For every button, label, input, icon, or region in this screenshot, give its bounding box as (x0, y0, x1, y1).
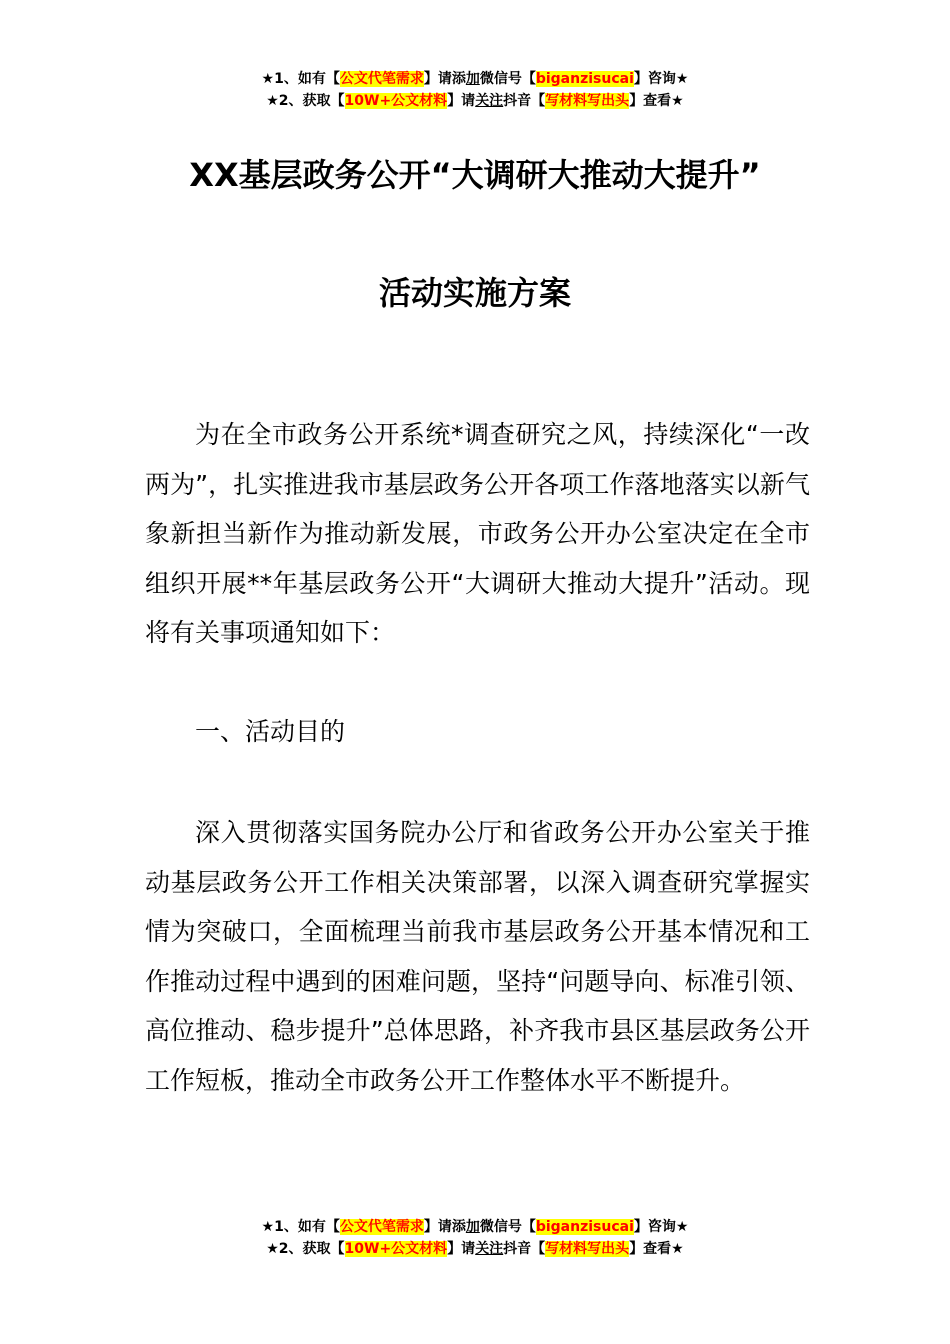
promo-text: 微信号【 (479, 1219, 536, 1235)
promo-highlight: 写材料写出头 (545, 1241, 630, 1257)
promo-highlight: 写材料写出头 (545, 93, 630, 109)
promo-text: 微信号【 (479, 71, 536, 87)
promo-text: 抖音【 (503, 93, 546, 109)
promo-text: 】请添 (423, 1219, 466, 1235)
promo-text: 】咨询★ (633, 1219, 689, 1235)
promo-emphasis: 加 (465, 1219, 480, 1235)
promo-text: ★2、获取【 (266, 93, 345, 109)
promo-highlight: biganzisucai (535, 1219, 634, 1235)
promo-text: ★1、如有【 (261, 1219, 340, 1235)
intro-paragraph: 为在全市政务公开系统*调查研究之风，持续深化“一改两为”，扎实推进我市基层政务公开各项工作落地落实以新气象新担当新作为推动新发展，市政务公开办公室决定在全市组织开展**年基层政务公开“大调研大推动大提升”活动。现将有关事项通知如下： (145, 420, 810, 647)
section-heading: 一、活动目的 (195, 717, 346, 746)
promo-emphasis: 加 (465, 71, 480, 87)
promo-line-2 (0, 90, 950, 112)
promo-text: 】查看★ (629, 1241, 684, 1257)
promo-line-2 (0, 1238, 950, 1260)
promo-emphasis: 关注 (475, 93, 504, 109)
promo-banner-top (0, 68, 950, 112)
promo-highlight: 公文代笔需求 (339, 71, 424, 87)
section-paragraph: 深入贯彻落实国务院办公厅和省政务公开办公室关于推动基层政务公开工作相关决策部署，以深入调查研究掌握实情为突破口，全面梳理当前我市基层政务公开基本情况和工作推动过程中遇到的困难问题，坚持“问题导向、标准引领、高位推动、稳步提升”总体思路，补齐我市县区基层政务公开工作短板，推动全市政务公开工作整体水平不断提升。 (145, 818, 810, 1095)
promo-highlight: 10W+公文材料 (344, 1241, 448, 1257)
promo-banner-bottom (0, 1216, 950, 1260)
promo-text: 】请添 (423, 71, 466, 87)
promo-highlight: 10W+公文材料 (344, 93, 448, 109)
promo-emphasis: 关注 (475, 1241, 504, 1257)
promo-text: 】请 (447, 1241, 476, 1257)
promo-text: ★2、获取【 (266, 1241, 345, 1257)
promo-line-1 (0, 68, 950, 90)
promo-text: 】查看★ (629, 93, 684, 109)
promo-text: 抖音【 (503, 1241, 546, 1257)
document-title-line-2: 活动实施方案 (378, 274, 571, 312)
promo-line-1 (0, 1216, 950, 1238)
document-title-line-1: XX基层政务公开“大调研大推动大提升” (189, 156, 761, 194)
promo-highlight: 公文代笔需求 (339, 1219, 424, 1235)
promo-text: ★1、如有【 (261, 71, 340, 87)
promo-text: 】咨询★ (633, 71, 689, 87)
promo-text: 】请 (447, 93, 476, 109)
promo-highlight: biganzisucai (535, 71, 634, 87)
